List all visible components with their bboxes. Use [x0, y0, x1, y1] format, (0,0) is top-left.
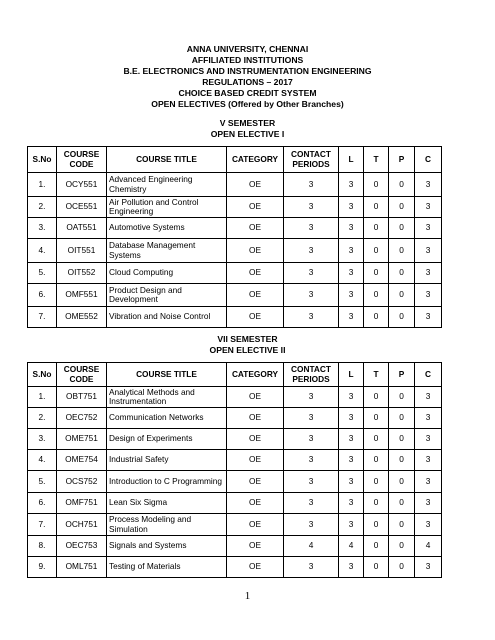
affiliation-line: AFFILIATED INSTITUTIONS — [191, 55, 304, 65]
cell-category: OE — [227, 493, 284, 514]
cell-c: 3 — [415, 557, 442, 578]
col-course-code: COURSE CODE — [57, 147, 107, 173]
cell-sno: 2. — [28, 197, 57, 218]
cell-l: 3 — [339, 263, 364, 284]
cell-title: Vibration and Noise Control — [107, 307, 227, 328]
section2-semester: VII SEMESTER — [217, 334, 278, 344]
table-row — [28, 429, 442, 450]
col-category: CATEGORY — [227, 147, 284, 173]
section1-elective: OPEN ELECTIVE I — [210, 129, 285, 139]
table-row — [28, 514, 442, 536]
cell-periods: 3 — [284, 557, 339, 578]
cell-l: 3 — [339, 173, 364, 197]
cell-l: 3 — [339, 471, 364, 493]
cell-category: OE — [227, 471, 284, 493]
cell-l: 3 — [339, 197, 364, 218]
cell-category: OE — [227, 239, 284, 263]
cell-sno: 9. — [28, 557, 57, 578]
cell-category: OE — [227, 197, 284, 218]
cell-sno: 7. — [28, 514, 57, 536]
cell-p: 0 — [389, 197, 415, 218]
table-row — [28, 387, 442, 408]
cell-title: Automotive Systems — [107, 218, 227, 239]
section2-title — [0, 334, 495, 356]
cell-periods: 3 — [284, 429, 339, 450]
cell-title: Cloud Computing — [107, 263, 227, 284]
table-row — [28, 307, 442, 328]
section1-title — [0, 118, 495, 140]
section1-semester: V SEMESTER — [219, 118, 276, 128]
table-row — [28, 408, 442, 429]
cell-periods: 3 — [284, 493, 339, 514]
cell-c: 3 — [415, 450, 442, 471]
table-row — [28, 557, 442, 578]
cell-p: 0 — [389, 471, 415, 493]
cell-c: 3 — [415, 307, 442, 328]
cell-t: 0 — [364, 536, 389, 557]
cell-c: 3 — [415, 429, 442, 450]
cell-code: OCH751 — [57, 514, 107, 536]
cell-code: OMF551 — [57, 284, 107, 307]
cell-code: OIT551 — [57, 239, 107, 263]
cell-sno: 6. — [28, 284, 57, 307]
cell-category: OE — [227, 387, 284, 408]
cell-l: 3 — [339, 557, 364, 578]
cell-t: 0 — [364, 557, 389, 578]
cell-c: 4 — [415, 536, 442, 557]
cell-t: 0 — [364, 263, 389, 284]
cell-periods: 4 — [284, 536, 339, 557]
cell-code: OIT552 — [57, 263, 107, 284]
open-elective-1-table — [27, 146, 442, 328]
cell-p: 0 — [389, 557, 415, 578]
cell-title: Testing of Materials — [107, 557, 227, 578]
cell-code: OCY551 — [57, 173, 107, 197]
cell-category: OE — [227, 557, 284, 578]
cell-category: OE — [227, 429, 284, 450]
section2-elective: OPEN ELECTIVE II — [209, 345, 286, 355]
col-category: CATEGORY — [227, 363, 284, 387]
cell-code: OEC752 — [57, 408, 107, 429]
cell-c: 3 — [415, 514, 442, 536]
cell-periods: 3 — [284, 471, 339, 493]
cell-c: 3 — [415, 173, 442, 197]
cell-t: 0 — [364, 307, 389, 328]
table-row — [28, 471, 442, 493]
cell-p: 0 — [389, 307, 415, 328]
cell-t: 0 — [364, 493, 389, 514]
cell-c: 3 — [415, 239, 442, 263]
cell-l: 3 — [339, 307, 364, 328]
cell-c: 3 — [415, 218, 442, 239]
cell-code: OEC753 — [57, 536, 107, 557]
cell-p: 0 — [389, 218, 415, 239]
cell-code: OME552 — [57, 307, 107, 328]
open-electives-line: OPEN ELECTIVES (Offered by Other Branches) — [151, 99, 344, 109]
col-course-title: COURSE TITLE — [107, 147, 227, 173]
cell-title: Introduction to C Programming — [107, 471, 227, 493]
cell-l: 3 — [339, 239, 364, 263]
col-sno: S.No — [28, 363, 57, 387]
open-elective-2-table — [27, 362, 442, 578]
cell-p: 0 — [389, 493, 415, 514]
cell-c: 3 — [415, 284, 442, 307]
cell-p: 0 — [389, 284, 415, 307]
cell-l: 3 — [339, 493, 364, 514]
cell-category: OE — [227, 263, 284, 284]
cell-l: 3 — [339, 408, 364, 429]
cell-p: 0 — [389, 408, 415, 429]
cell-code: OCS752 — [57, 471, 107, 493]
col-l: L — [339, 147, 364, 173]
university-name: ANNA UNIVERSITY, CHENNAI — [186, 44, 309, 54]
cell-l: 4 — [339, 536, 364, 557]
cell-sno: 3. — [28, 429, 57, 450]
cell-title: Advanced Engineering Chemistry — [107, 173, 227, 197]
cell-title: Product Design and Development — [107, 284, 227, 307]
cell-p: 0 — [389, 450, 415, 471]
cell-title: Design of Experiments — [107, 429, 227, 450]
cell-t: 0 — [364, 429, 389, 450]
cell-category: OE — [227, 284, 284, 307]
col-course-code: COURSE CODE — [57, 363, 107, 387]
table-header-row — [28, 363, 442, 387]
cell-sno: 1. — [28, 173, 57, 197]
cell-category: OE — [227, 514, 284, 536]
col-l: L — [339, 363, 364, 387]
cell-category: OE — [227, 173, 284, 197]
credit-system-line: CHOICE BASED CREDIT SYSTEM — [178, 88, 317, 98]
cell-title: Analytical Methods and Instrumentation — [107, 387, 227, 408]
cell-periods: 3 — [284, 173, 339, 197]
cell-periods: 3 — [284, 514, 339, 536]
cell-p: 0 — [389, 429, 415, 450]
cell-c: 3 — [415, 263, 442, 284]
cell-sno: 2. — [28, 408, 57, 429]
cell-l: 3 — [339, 284, 364, 307]
col-contact-periods: CONTACT PERIODS — [284, 363, 339, 387]
cell-title: Process Modeling and Simulation — [107, 514, 227, 536]
cell-periods: 3 — [284, 239, 339, 263]
cell-c: 3 — [415, 387, 442, 408]
table-row — [28, 263, 442, 284]
cell-code: OML751 — [57, 557, 107, 578]
cell-category: OE — [227, 408, 284, 429]
cell-periods: 3 — [284, 197, 339, 218]
cell-l: 3 — [339, 429, 364, 450]
table-row — [28, 493, 442, 514]
regulations-line: REGULATIONS – 2017 — [202, 77, 293, 87]
cell-periods: 3 — [284, 307, 339, 328]
cell-periods: 3 — [284, 387, 339, 408]
col-course-title: COURSE TITLE — [107, 363, 227, 387]
cell-category: OE — [227, 450, 284, 471]
col-t: T — [364, 147, 389, 173]
table-row — [28, 218, 442, 239]
cell-sno: 4. — [28, 239, 57, 263]
cell-periods: 3 — [284, 408, 339, 429]
page-number: 1 — [244, 590, 251, 602]
cell-category: OE — [227, 536, 284, 557]
cell-code: OAT551 — [57, 218, 107, 239]
table-row — [28, 239, 442, 263]
col-contact-periods: CONTACT PERIODS — [284, 147, 339, 173]
cell-title: Signals and Systems — [107, 536, 227, 557]
cell-title: Communication Networks — [107, 408, 227, 429]
cell-periods: 3 — [284, 263, 339, 284]
cell-c: 3 — [415, 408, 442, 429]
cell-c: 3 — [415, 471, 442, 493]
cell-category: OE — [227, 307, 284, 328]
table-row — [28, 450, 442, 471]
col-c: C — [415, 363, 442, 387]
cell-p: 0 — [389, 173, 415, 197]
cell-sno: 5. — [28, 263, 57, 284]
cell-l: 3 — [339, 450, 364, 471]
cell-t: 0 — [364, 239, 389, 263]
col-p: P — [389, 363, 415, 387]
cell-code: OMF751 — [57, 493, 107, 514]
cell-p: 0 — [389, 387, 415, 408]
cell-code: OME754 — [57, 450, 107, 471]
cell-p: 0 — [389, 239, 415, 263]
cell-sno: 1. — [28, 387, 57, 408]
cell-l: 3 — [339, 514, 364, 536]
cell-periods: 3 — [284, 284, 339, 307]
cell-sno: 8. — [28, 536, 57, 557]
cell-periods: 3 — [284, 450, 339, 471]
cell-t: 0 — [364, 408, 389, 429]
col-c: C — [415, 147, 442, 173]
cell-t: 0 — [364, 514, 389, 536]
cell-t: 0 — [364, 471, 389, 493]
cell-periods: 3 — [284, 218, 339, 239]
cell-code: OME751 — [57, 429, 107, 450]
cell-title: Air Pollution and Control Engineering — [107, 197, 227, 218]
cell-t: 0 — [364, 450, 389, 471]
table-row — [28, 173, 442, 197]
cell-category: OE — [227, 218, 284, 239]
programme-name: B.E. ELECTRONICS AND INSTRUMENTATION ENGINEERING — [123, 66, 372, 76]
cell-t: 0 — [364, 387, 389, 408]
cell-t: 0 — [364, 173, 389, 197]
cell-p: 0 — [389, 263, 415, 284]
cell-p: 0 — [389, 514, 415, 536]
document-header — [0, 44, 495, 110]
table-row — [28, 536, 442, 557]
cell-c: 3 — [415, 493, 442, 514]
cell-sno: 4. — [28, 450, 57, 471]
cell-t: 0 — [364, 284, 389, 307]
cell-sno: 5. — [28, 471, 57, 493]
cell-l: 3 — [339, 218, 364, 239]
cell-title: Database Management Systems — [107, 239, 227, 263]
cell-c: 3 — [415, 197, 442, 218]
cell-t: 0 — [364, 197, 389, 218]
cell-p: 0 — [389, 536, 415, 557]
cell-l: 3 — [339, 387, 364, 408]
cell-sno: 3. — [28, 218, 57, 239]
cell-code: OCE551 — [57, 197, 107, 218]
cell-title: Lean Six Sigma — [107, 493, 227, 514]
col-t: T — [364, 363, 389, 387]
cell-t: 0 — [364, 218, 389, 239]
table-row — [28, 284, 442, 307]
cell-sno: 7. — [28, 307, 57, 328]
col-p: P — [389, 147, 415, 173]
col-sno: S.No — [28, 147, 57, 173]
cell-code: OBT751 — [57, 387, 107, 408]
cell-sno: 6. — [28, 493, 57, 514]
table-row — [28, 197, 442, 218]
table-header-row — [28, 147, 442, 173]
cell-title: Industrial Safety — [107, 450, 227, 471]
